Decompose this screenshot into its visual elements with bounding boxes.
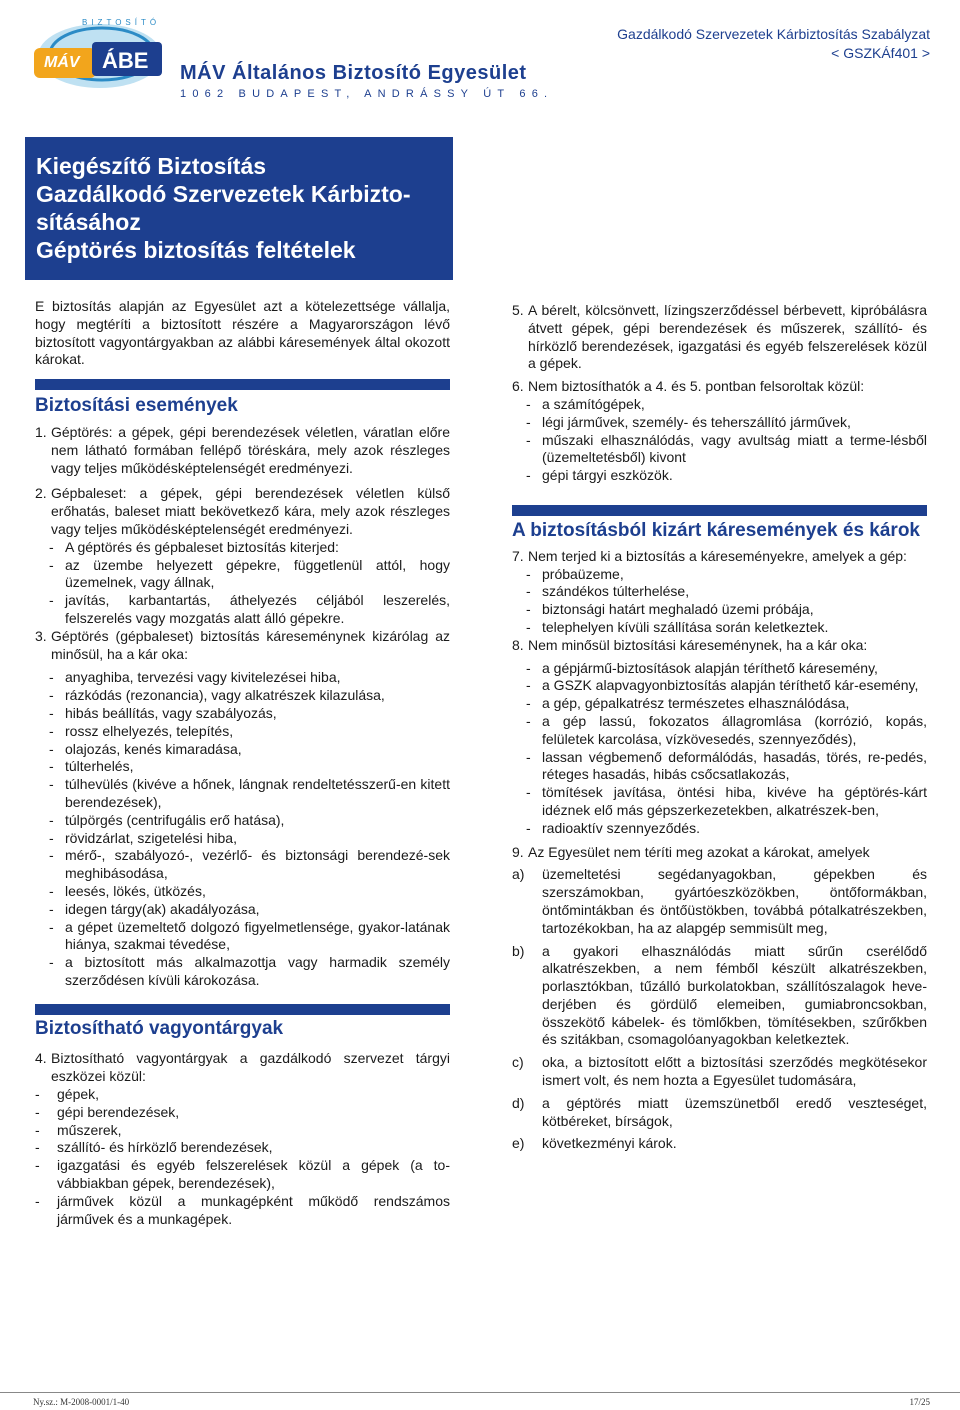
title-box: [25, 137, 453, 280]
paragraph-number: 2.: [35, 485, 47, 502]
list-item: - gépek,: [35, 1086, 100, 1103]
section-bar: [512, 505, 927, 516]
list-item: - telephelyen kívüli szállítása során keletkeztek.: [526, 618, 829, 635]
footer-reference: Ny.sz.: M-2008-0001/1-40: [33, 1397, 130, 1407]
list-item: - légi járművek, személy- és teherszállító járművek,: [526, 413, 851, 430]
paragraph-6-list: [512, 396, 927, 485]
list-item: - a gépet üzemeltető dolgozó figyelmetlensége, gyakor-latának hiánya, szakmai tévedése,: [49, 918, 450, 953]
list-item: - mérő-, szabályozó-, vezérlő- és biztonsági berendezé-sek meghibásodása,: [49, 847, 450, 882]
list-item: - hibás beállítás, vagy szabályozás,: [49, 704, 277, 721]
list-item: - gépi berendezések,: [35, 1103, 180, 1120]
list-item: - A géptörés és gépbaleset biztosítás kiterjed:: [49, 538, 339, 555]
list-item: - javítás, karbantartás, áthelyezés céljából leszerelés, felszerelés vagy mozgatás alatt álló gépekre.: [49, 592, 450, 626]
list-item: e) következményi károk.: [512, 1135, 677, 1152]
document-code: < GSZKÁf401 >: [831, 45, 930, 61]
list-item: c) oka, a biztosított előtt a biztosítási szerződés megkötésekor ismert volt, és nem hozta a Egyesület tudomására,: [512, 1054, 927, 1089]
list-item: - a gép, gépalkatrész természetes elhasználódása,: [526, 695, 850, 712]
paragraph-text: Géptörés (gépbaleset) biztosítás káreseménynek kizárólag az minősül, ha a kár oka:: [51, 627, 450, 662]
list-item: a) üzemeltetési segédanyagokban, gépekben és szerszámokban, gyártóeszközökben, öntőformákban, öntőmintákban és öntőüstökben, továbbá pótalkatrészekben, tartozékokban, ha az alapgép semmisült meg,: [512, 866, 927, 936]
paragraph-7: [512, 548, 927, 566]
list-item: - a számítógépek,: [526, 395, 645, 412]
intro-paragraph: E biztosítás alapján az Egyesület azt a kötelezettsége vállalja, hogy megtéríti a biztosított részére a Magyarországon lévő biztosított vagyontárgyakban az alábbi káresemények által okozott károkat.: [35, 298, 450, 368]
paragraph-text: Biztosítható vagyontárgyak a gazdálkodó szervezet tárgyi eszközei közül:: [51, 1050, 450, 1085]
section-title-events: Biztosítási események: [35, 395, 238, 417]
title-line-1: Kiegészítő Biztosítás: [36, 153, 267, 179]
list-item: - a biztosított más alkalmazottja vagy harmadik személy szerződésen kívüli károkozása.: [49, 954, 450, 988]
list-item: - gépi tárgyi eszközök.: [526, 467, 673, 484]
paragraph-text: Géptörés: a gépek, gépi berendezések véletlen, váratlan előre nem látható formában fellépő töréskára, mely azok részleges vagy teljes működésképtelenségét eredményezi.: [51, 423, 450, 476]
logo-mav-text: MÁV: [44, 54, 80, 71]
paragraph-1: [35, 424, 450, 477]
title-line-4: Géptörés biztosítás feltételek: [36, 237, 356, 263]
list-item: - tömítések javítása, öntési hiba, kivéve ha géptörés-kárt idéznek elő más gépszerkezetekben, alkatrészek-ben,: [526, 784, 927, 818]
list-item: - igazgatási és egyéb felszerelések közül a gépek (a to-vábbiakban gépek, berendezések),: [35, 1157, 450, 1192]
paragraph-number: 7.: [512, 547, 524, 564]
list-item: - túlpörgés (centrifugális erő hatása),: [49, 811, 285, 828]
paragraph-text: Nem biztosíthatók a 4. és 5. pontban felsoroltak közül:: [528, 378, 865, 395]
paragraph-text: A bérelt, kölcsönvett, lízingszerződéssel bérbevett, kipróbálásra átvett gépek, gépi berendezések és műszerek, szállító- és hírközlő berendezések, igazgatási és egyéb felszerelések közül a gépek.: [528, 302, 927, 372]
document-title: Gazdálkodó Szervezetek Kárbiztosítás Szabályzat: [617, 26, 930, 42]
list-item: - próbaüzeme,: [526, 565, 624, 582]
section-title-insurable-assets: Biztosítható vagyontárgyak: [35, 1017, 284, 1039]
paragraph-2-list: [35, 539, 450, 628]
list-item: - biztonsági határt meghaladó üzemi próbája,: [526, 601, 814, 618]
paragraph-4: [35, 1050, 450, 1086]
paragraph-number: 3.: [35, 627, 47, 644]
section-bar: [35, 379, 450, 390]
list-item: - műszerek,: [35, 1121, 122, 1138]
list-item: - túlterhelés,: [49, 758, 134, 775]
paragraph-number: 1.: [35, 423, 47, 440]
company-address: 1062 BUDAPEST, ANDRÁSSY ÚT 66.: [180, 88, 554, 100]
paragraph-number: 6.: [512, 378, 524, 395]
paragraph-text: Nem minősül biztosítási káreseménynek, ha a kár oka:: [528, 636, 868, 653]
paragraph-7-list: [512, 566, 927, 637]
paragraph-9: [512, 844, 927, 862]
title-line-2: Gazdálkodó Szervezetek Kárbizto-: [36, 181, 411, 207]
company-logo: [22, 10, 172, 100]
list-item: - szállító- és hírközlő berendezések,: [35, 1139, 273, 1156]
list-item: - leesés, lökés, ütközés,: [49, 882, 206, 899]
list-item: - a GSZK alapvagyonbiztosítás alapján téríthető kár-esemény,: [526, 677, 919, 694]
paragraph-3: [35, 628, 450, 664]
paragraph-2: [35, 485, 450, 538]
list-item: - a gép lassú, fokozatos állagromlása (korrózió, kopás, felületek karcolása, vízkövesedés, szennyeződés),: [526, 712, 927, 747]
paragraph-text: Az Egyesület nem téríti meg azokat a károkat, amelyek: [528, 843, 870, 860]
section-bar: [35, 1004, 450, 1015]
list-item: - a gépjármű-biztosítások alapján téríthető káresemény,: [526, 659, 878, 676]
paragraph-3-list: [35, 669, 450, 989]
list-item: - az üzembe helyezett gépekre, függetlenül attól, hogy üzemelnek, vagy állnak,: [49, 556, 450, 591]
list-item: d) a géptörés miatt üzemszünetből eredő veszteséget, kötbéreket, bírságok,: [512, 1094, 927, 1129]
logo-arc-text: BIZTOSÍTÓ: [82, 18, 161, 27]
list-item: - túlhevülés (kivéve a hőnek, lángnak rendeltetésszerű-en kitett berendezések),: [49, 776, 450, 810]
logo-abe-text: ÁBE: [102, 48, 149, 73]
paragraph-number: 4.: [35, 1050, 47, 1067]
company-name: MÁV Általános Biztosító Egyesület: [180, 62, 527, 84]
list-item: - radioaktív szennyeződés.: [526, 819, 700, 836]
list-item: - rossz elhelyezés, telepítés,: [49, 722, 234, 739]
list-item: - olajozás, kenés kimaradása,: [49, 740, 242, 757]
list-item: - anyaghiba, tervezési vagy kivitelezései hiba,: [49, 669, 341, 686]
list-item: - idegen tárgy(ak) akadályozása,: [49, 900, 260, 917]
paragraph-5: [512, 302, 927, 373]
section-title-exclusions: A biztosításból kizárt káresemények és károk: [512, 519, 920, 541]
left-column: [35, 298, 450, 1228]
paragraph-8: [512, 637, 927, 655]
list-item: - szándékos túlterhelése,: [526, 583, 690, 600]
list-item: b) a gyakori elhasználódás miatt sűrűn cserélődő alkatrészekben, a nem fémből készült alkatrészekben, porlasztókban, tűzálló burkolatokban, szállítószalagok heve-derjében és gördülő elemeiben, gumiabroncsokban, összekötő kábelek- és tömlőkben, tömítésekben, szűrőkben és szitákban, csomagolóanyagokban keletkeztek.: [512, 942, 927, 1048]
paragraph-number: 8.: [512, 636, 524, 653]
title-line-3: sításához: [36, 209, 141, 235]
paragraph-6: [512, 378, 927, 396]
footer-divider: [0, 1392, 960, 1393]
paragraph-number: 5.: [512, 302, 524, 318]
list-item: - lassan végbemenő deformálódás, hasadás, törés, re-pedés, réteges hasadás, hibás csőcsatlakozás,: [526, 748, 927, 783]
paragraph-4-list: [35, 1086, 450, 1228]
paragraph-8-list: [512, 660, 927, 838]
paragraph-text: Gépbaleset: a gépek, gépi berendezések véletlen külső erőhatás, baleset miatt bekövetkező kára, mely azok részleges vagy teljes működésképtelenségét eredményezi.: [51, 485, 450, 537]
page-number: 17/25: [909, 1397, 930, 1407]
paragraph-number: 9.: [512, 843, 524, 860]
list-item: - rövidzárlat, szigetelési hiba,: [49, 829, 237, 846]
paragraph-9-list: [512, 866, 927, 1153]
list-item: - rázkódás (rezonancia), vagy alkatrészek kilazulása,: [49, 687, 385, 704]
right-column: [512, 302, 927, 1153]
paragraph-text: Nem terjed ki a biztosítás a káreseményekre, amelyek a gép:: [528, 547, 907, 564]
list-item: - műszaki elhasználódás, vagy avultság miatt a terme-lésből (üzemeltetésből) kivont: [526, 431, 927, 466]
list-item: - járművek közül a munkagépként működő rendszámos járművek és a munkagépek.: [35, 1192, 450, 1227]
